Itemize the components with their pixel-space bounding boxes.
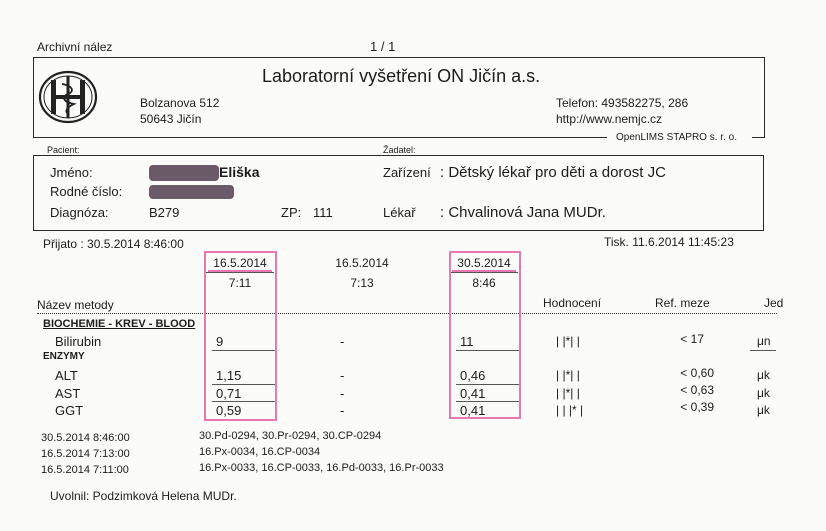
lab-title: Laboratorní vyšetření ON Jičín a.s. bbox=[262, 66, 541, 86]
patient-first-name: Eliška bbox=[219, 164, 260, 180]
sample-ids: 16.Px-0034, 16.CP-0034 bbox=[199, 446, 321, 458]
received-date: Přijato : 30.5.2014 8:46:00 bbox=[43, 237, 184, 251]
requester-section-label: Žadatel: bbox=[383, 145, 416, 155]
sample-time: 16.5.2014 7:11:00 bbox=[41, 464, 129, 476]
address-line-2: 50643 Jičín bbox=[140, 112, 202, 126]
row-col1: 0,71 bbox=[216, 386, 242, 401]
row-col3: 0,41 bbox=[460, 386, 486, 401]
col2-date: 16.5.2014 bbox=[335, 256, 389, 270]
row-ref: < 0,39 bbox=[680, 400, 714, 414]
sample-time: 30.5.2014 8:46:00 bbox=[41, 432, 130, 444]
col1-time: 7:11 bbox=[228, 276, 252, 290]
row-evaluation: | |*| | bbox=[556, 334, 580, 348]
row-unit: μk bbox=[757, 368, 770, 382]
row-col1: 9 bbox=[216, 334, 224, 349]
header-divider bbox=[33, 137, 607, 138]
highlight-column-1 bbox=[204, 251, 277, 421]
header-separator bbox=[37, 313, 777, 314]
row-ref: < 0,60 bbox=[680, 366, 714, 380]
birth-number-label: Rodné číslo: bbox=[50, 184, 123, 199]
row-col2: - bbox=[340, 403, 345, 418]
row-col2: - bbox=[340, 368, 345, 383]
archive-label: Archivní nález bbox=[37, 40, 113, 54]
insurance-label: ZP: bbox=[281, 205, 302, 220]
sample-ids: 30.Pd-0294, 30.Pr-0294, 30.CP-0294 bbox=[199, 430, 382, 442]
row-evaluation: | |*| | bbox=[556, 368, 580, 382]
row-col1: 1,15 bbox=[216, 368, 242, 383]
evaluation-header: Hodnocení bbox=[543, 296, 602, 310]
row-name: Bilirubin bbox=[55, 334, 102, 349]
row-unit: μk bbox=[757, 403, 770, 417]
page-counter: 1 / 1 bbox=[370, 39, 396, 54]
redaction-bar bbox=[149, 185, 234, 199]
doctor-value: : Chvalinová Jana MUDr. bbox=[440, 204, 606, 221]
row-col2: - bbox=[340, 386, 345, 401]
sample-time: 16.5.2014 7:13:00 bbox=[41, 448, 130, 460]
row-evaluation: | | |* | bbox=[556, 403, 584, 417]
patient-section-label: Pacient: bbox=[47, 145, 80, 155]
released-by: Uvolnil: Podzimková Helena MUDr. bbox=[50, 489, 237, 503]
highlight-column-3 bbox=[449, 251, 521, 419]
row-col3: 0,41 bbox=[460, 403, 486, 418]
row-ref: < 0,63 bbox=[680, 383, 714, 397]
col2-time: 7:13 bbox=[350, 276, 374, 290]
doctor-label: Lékař bbox=[383, 205, 416, 220]
row-ref: < 17 bbox=[680, 332, 704, 346]
hospital-logo-icon bbox=[38, 70, 98, 124]
print-date: Tisk. 11.6.2014 11:45:23 bbox=[604, 235, 734, 249]
row-unit: μn bbox=[757, 334, 771, 348]
row-col1: 0,59 bbox=[216, 403, 242, 418]
row-unit: μk bbox=[757, 386, 770, 400]
reference-header: Ref. meze bbox=[655, 296, 710, 310]
group-enzymes: ENZYMY bbox=[43, 351, 85, 362]
row-evaluation: | |*| | bbox=[556, 386, 580, 400]
method-header: Název metody bbox=[37, 298, 114, 312]
row-col3: 11 bbox=[460, 334, 474, 349]
facility-value: : Dětský lékař pro děti a dorost JC bbox=[440, 164, 666, 181]
row-name: GGT bbox=[55, 403, 84, 418]
row-col2: - bbox=[340, 334, 345, 349]
row-col3: 0,46 bbox=[460, 368, 486, 383]
sample-ids: 16.Px-0033, 16.CP-0033, 16.Pd-0033, 16.Pr-0033 bbox=[199, 462, 444, 474]
insurance-value: 111 bbox=[313, 205, 333, 220]
row-name: ALT bbox=[55, 368, 78, 383]
diagnosis-label: Diagnóza: bbox=[50, 205, 109, 220]
redaction-bar bbox=[149, 165, 219, 181]
col3-date: 30.5.2014 bbox=[457, 256, 511, 270]
phone: Telefon: 493582275, 286 bbox=[556, 96, 689, 110]
vendor-label: OpenLIMS STAPRO s. r. o. bbox=[616, 132, 737, 143]
website: http://www.nemjc.cz bbox=[556, 112, 663, 126]
address-line-1: Bolzanova 512 bbox=[140, 96, 220, 110]
group-biochemistry: BIOCHEMIE - KREV - BLOOD bbox=[43, 318, 196, 330]
col3-time: 8:46 bbox=[472, 276, 496, 290]
diagnosis-value: B279 bbox=[149, 205, 180, 220]
facility-label: Zařízení bbox=[383, 165, 431, 180]
unit-header: Jed bbox=[764, 296, 784, 310]
name-label: Jméno: bbox=[50, 165, 93, 180]
col1-date: 16.5.2014 bbox=[213, 256, 267, 270]
row-name: AST bbox=[55, 386, 81, 401]
